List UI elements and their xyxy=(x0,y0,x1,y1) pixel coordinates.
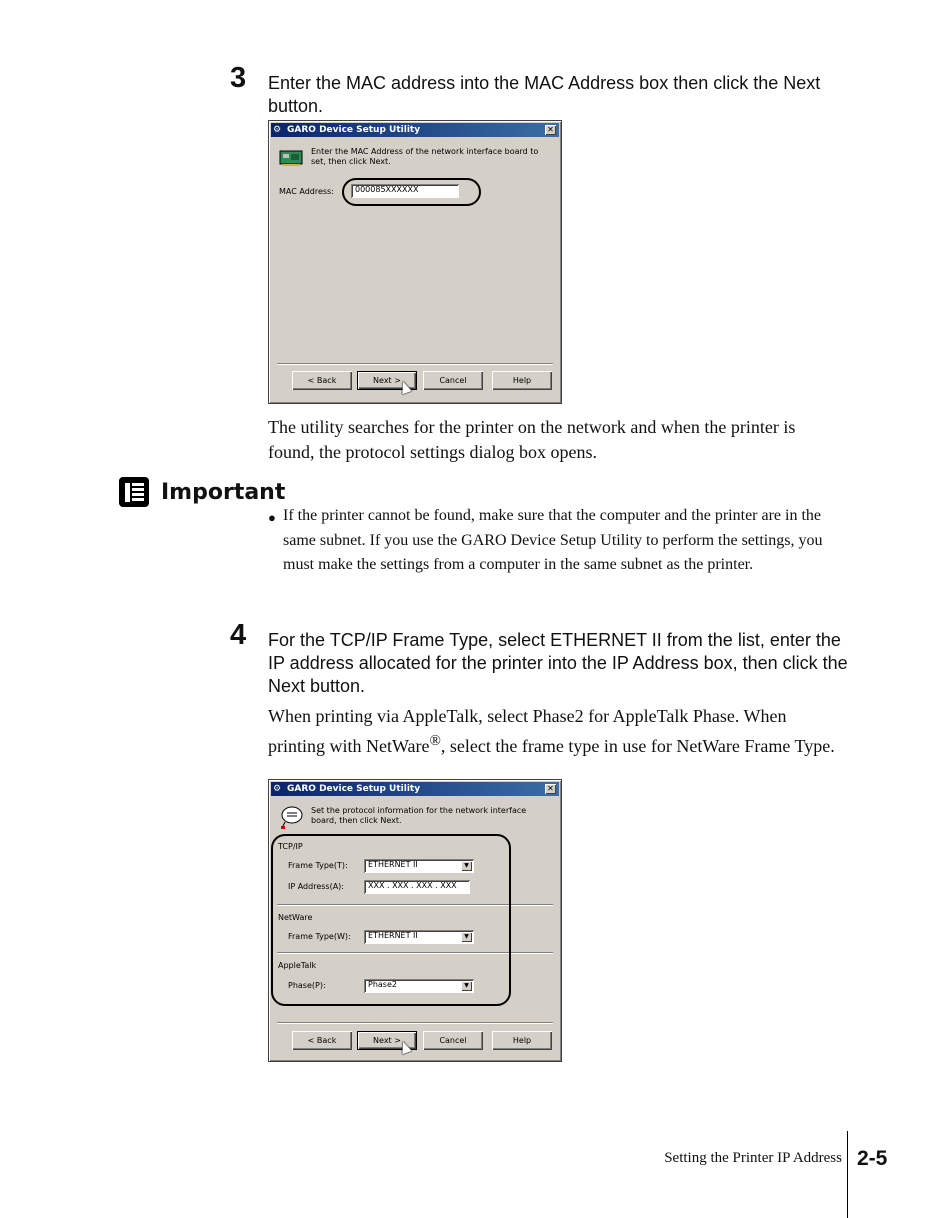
page-number: 2-5 xyxy=(857,1147,888,1170)
netware-frame-type-value: ETHERNET II xyxy=(368,931,418,940)
cancel-button[interactable]: Cancel xyxy=(423,1031,483,1050)
dialog-titlebar xyxy=(271,123,559,137)
dialog-intro: Set the protocol information for the network interface board, then click Next. xyxy=(311,806,527,825)
protocol-icon xyxy=(279,804,305,830)
network-board-icon xyxy=(279,149,303,167)
mac-address-dialog xyxy=(268,120,562,404)
registered-mark: ® xyxy=(429,732,441,749)
mac-address-label: MAC Address: xyxy=(279,187,334,196)
tcpip-frame-type-value: ETHERNET II xyxy=(368,860,418,869)
back-button[interactable]: < Back xyxy=(292,1031,352,1050)
phase-value: Phase2 xyxy=(368,980,397,989)
dialog-title: GARO Device Setup Utility xyxy=(287,784,421,794)
dialog-title: GARO Device Setup Utility xyxy=(287,125,421,135)
close-button[interactable]: ✕ xyxy=(545,125,556,135)
chevron-down-icon[interactable]: ▼ xyxy=(461,981,472,991)
tcpip-frame-type-label: Frame Type(T): xyxy=(288,861,348,870)
back-button[interactable]: < Back xyxy=(292,371,352,390)
important-title: Important xyxy=(161,480,286,505)
netware-group-label: NetWare xyxy=(278,913,313,922)
step-3-instruction: Enter the MAC address into the MAC Address box then click the Next button. xyxy=(268,73,821,116)
mac-address-input[interactable]: 000085XXXXXX xyxy=(351,184,459,198)
button-separator xyxy=(277,363,553,365)
help-button[interactable]: Help xyxy=(492,371,552,390)
step-4-note xyxy=(268,704,843,758)
ip-address-input[interactable]: XXX . XXX . XXX . XXX xyxy=(364,880,470,894)
help-button[interactable]: Help xyxy=(492,1031,552,1050)
cancel-button[interactable]: Cancel xyxy=(423,371,483,390)
protocol-settings-highlight xyxy=(271,834,511,1006)
tcpip-group-label: TCP/IP xyxy=(278,842,303,851)
chevron-down-icon[interactable]: ▼ xyxy=(461,861,472,871)
close-button[interactable]: ✕ xyxy=(545,784,556,794)
phase-label: Phase(P): xyxy=(288,981,326,990)
appletalk-group-label: AppleTalk xyxy=(278,961,317,970)
button-separator xyxy=(277,1022,553,1024)
footer-divider xyxy=(847,1131,848,1218)
ip-address-label: IP Address(A): xyxy=(288,882,344,891)
chevron-down-icon[interactable]: ▼ xyxy=(461,932,472,942)
important-icon xyxy=(119,477,149,507)
step-3-number: 3 xyxy=(230,62,247,94)
step-4-instruction: For the TCP/IP Frame Type, select ETHERNET II from the list, enter the IP address allocated for the printer into the IP Address box, then click the Next button. xyxy=(268,630,848,696)
important-bullet: If the printer cannot be found, make sure that the computer and the printer are in the same subnet. If you use the GARO Device Setup Utility to perform the settings, you must make the settings from a computer in the same subnet as the printer. xyxy=(283,507,823,573)
step-4-number: 4 xyxy=(230,619,247,651)
step-3-result: The utility searches for the printer on the network and when the printer is found, the protocol settings dialog box opens. xyxy=(268,417,796,462)
next-button[interactable]: Next > xyxy=(357,371,417,390)
dialog-titlebar xyxy=(271,782,559,796)
protocol-settings-dialog xyxy=(268,779,562,1062)
dialog-intro: Enter the MAC Address of the network interface board to set, then click Next. xyxy=(311,147,539,166)
mac-address-highlight xyxy=(342,178,481,206)
step-4-note-part2: , select the frame type in use for NetWare Frame Type. xyxy=(440,735,835,756)
step-4-note-part1: When printing via AppleTalk, select Phase2 for AppleTalk Phase. When printing with NetWare xyxy=(268,706,787,756)
app-icon: ⚙ xyxy=(273,125,282,135)
bullet-icon: ● xyxy=(268,510,276,525)
footer-section-title: Setting the Printer IP Address xyxy=(664,1150,842,1166)
next-button[interactable]: Next > xyxy=(357,1031,417,1050)
app-icon: ⚙ xyxy=(273,784,282,794)
netware-frame-type-label: Frame Type(W): xyxy=(288,932,351,941)
